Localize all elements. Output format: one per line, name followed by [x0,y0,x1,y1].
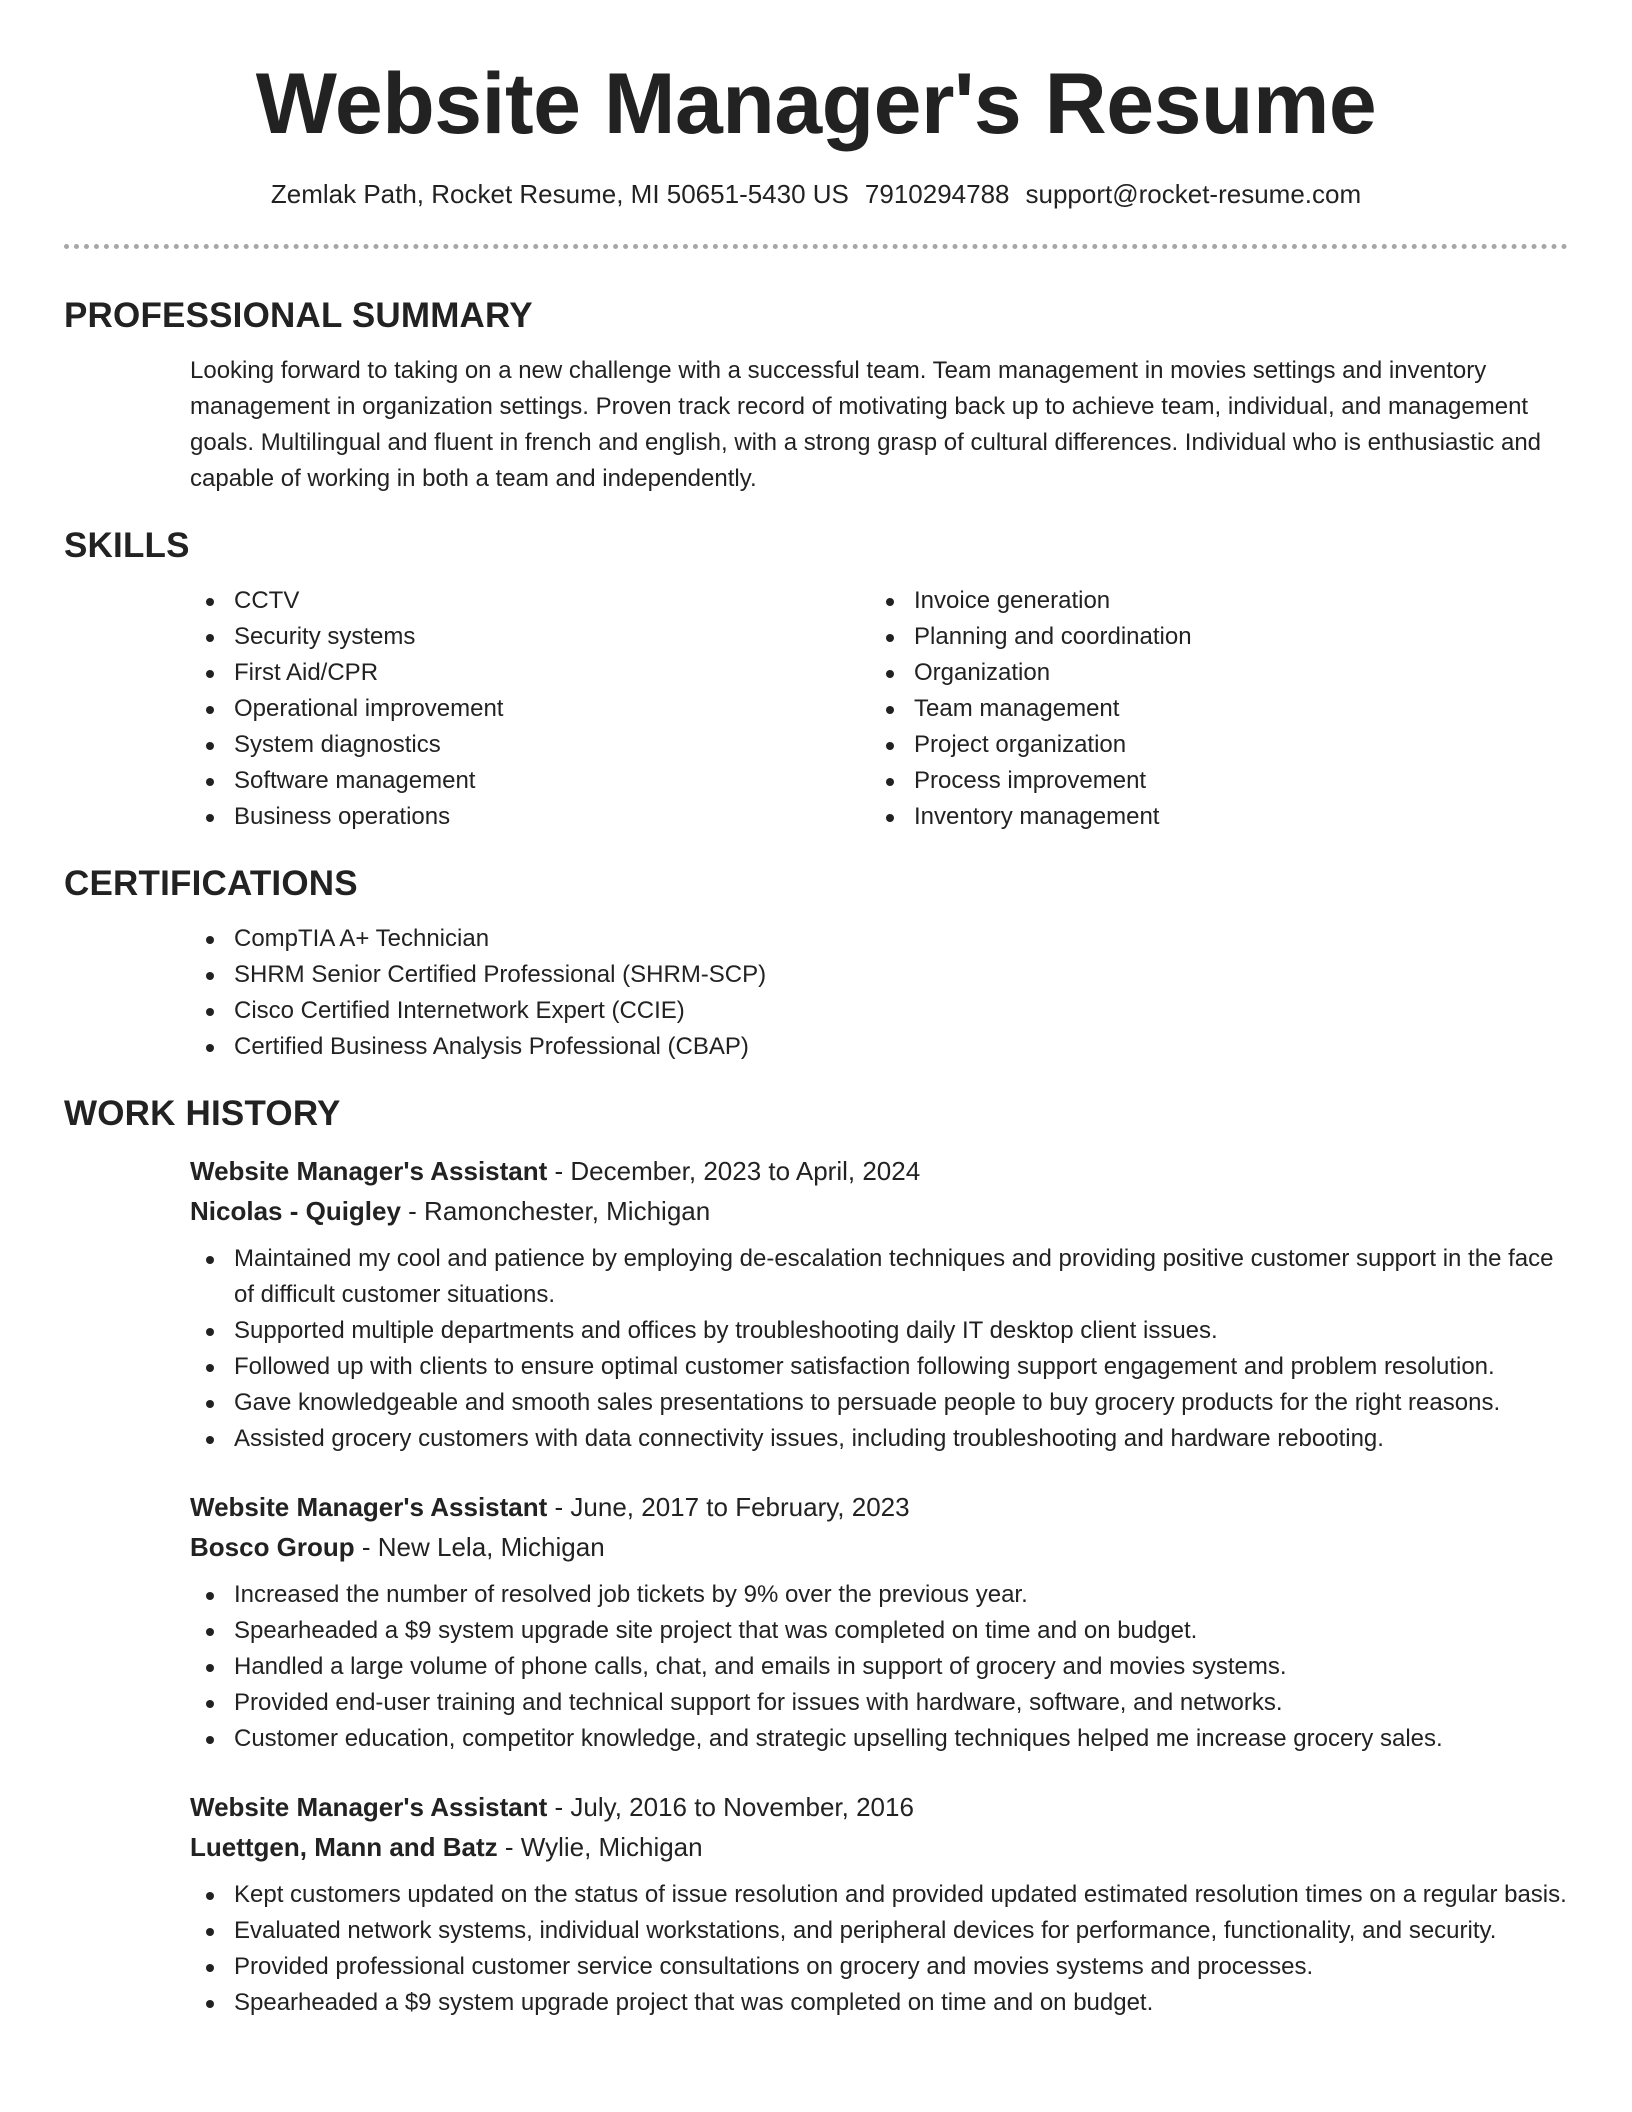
certifications-list [190,921,1568,1065]
job-dates: - December, 2023 to April, 2024 [547,1156,921,1186]
summary-heading: PROFESSIONAL SUMMARY [64,296,533,335]
list-item: Kept customers updated on the status of issue resolution and provided updated estimated resolution times on a regular basis. [190,1877,1568,1913]
list-item: Planning and coordination [870,619,1550,655]
job-entry [190,1151,1568,1457]
list-item: CompTIA A+ Technician [190,921,1568,957]
list-item: Organization [870,655,1550,691]
job-location: - Ramonchester, Michigan [400,1196,711,1226]
list-item: Assisted grocery customers with data connectivity issues, including troubleshooting and hardware rebooting. [190,1421,1568,1457]
job-company: Bosco Group [190,1532,355,1562]
job-location: - Wylie, Michigan [497,1832,703,1862]
job-title-line [190,1787,1568,1827]
list-item: CCTV [190,583,870,619]
certifications-heading: CERTIFICATIONS [64,864,358,903]
job-title: Website Manager's Assistant [190,1492,548,1522]
skills-grid [190,583,1568,835]
list-item: Handled a large volume of phone calls, chat, and emails in support of grocery and movies systems. [190,1649,1568,1685]
job-company: Luettgen, Mann and Batz [190,1832,498,1862]
job-entry [190,1787,1568,2021]
list-item: Operational improvement [190,691,870,727]
list-item: Spearheaded a $9 system upgrade project that was completed on time and on budget. [190,1985,1568,2021]
work-history-section [64,1091,1568,2021]
certifications-section [64,861,1568,1065]
list-item: Followed up with clients to ensure optimal customer satisfaction following support engagement and problem resolution. [190,1349,1568,1385]
resume-title: Website Manager's Resume [255,56,1377,152]
contact-email: support@rocket-resume.com [1025,179,1362,209]
job-bullets [64,1877,1568,2021]
list-item: Evaluated network systems, individual workstations, and peripheral devices for performance, functionality, and security. [190,1913,1568,1949]
job-dates: - July, 2016 to November, 2016 [547,1792,914,1822]
job-company-line [190,1527,1568,1567]
skills-list-left [190,583,870,835]
job-title-line [190,1487,1568,1527]
list-item: Team management [870,691,1550,727]
list-item: Project organization [870,727,1550,763]
list-item: SHRM Senior Certified Professional (SHRM-SCP) [190,957,1568,993]
list-item: Increased the number of resolved job tickets by 9% over the previous year. [190,1577,1568,1613]
contact-address: Zemlak Path, Rocket Resume, MI 50651-5430 US [270,179,849,209]
list-item: Maintained my cool and patience by employing de-escalation techniques and providing positive customer support in the face of difficult customer situations. [190,1241,1568,1313]
list-item: Supported multiple departments and offices by troubleshooting daily IT desktop client issues. [190,1313,1568,1349]
job-bullets [64,1577,1568,1757]
list-item: Security systems [190,619,870,655]
list-item: Software management [190,763,870,799]
list-item: Business operations [190,799,870,835]
list-item: First Aid/CPR [190,655,870,691]
list-item: System diagnostics [190,727,870,763]
contact-info [64,176,1568,212]
list-item: Provided end-user training and technical support for issues with hardware, software, and networks. [190,1685,1568,1721]
list-item: Gave knowledgeable and smooth sales presentations to persuade people to buy grocery products for the right reasons. [190,1385,1568,1421]
header-divider [64,244,1568,249]
job-title: Website Manager's Assistant [190,1156,548,1186]
skills-heading: SKILLS [64,526,190,565]
resume-page [64,0,1568,2021]
list-item: Customer education, competitor knowledge, and strategic upselling techniques helped me increase grocery sales. [190,1721,1568,1757]
work-history-heading: WORK HISTORY [64,1094,341,1133]
list-item: Invoice generation [870,583,1550,619]
job-dates: - June, 2017 to February, 2023 [547,1492,910,1522]
summary-section [64,293,1568,497]
skills-list-right [870,583,1550,835]
job-title-line [190,1151,1568,1191]
job-location: - New Lela, Michigan [354,1532,605,1562]
job-company: Nicolas - Quigley [190,1196,401,1226]
list-item: Cisco Certified Internetwork Expert (CCIE) [190,993,1568,1029]
summary-text: Looking forward to taking on a new challenge with a successful team. Team management in movies settings and inventory management in organization settings. Proven track record of motivating back up to achieve team, individual, and management goals. Multilingual and fluent in french and english, with a strong grasp of cultural differences. Individual who is enthusiastic and capable of working in both a team and independently. [190,357,1542,492]
list-item: Inventory management [870,799,1550,835]
list-item: Spearheaded a $9 system upgrade site project that was completed on time and on budget. [190,1613,1568,1649]
job-title: Website Manager's Assistant [190,1792,548,1822]
job-company-line [190,1191,1568,1231]
skills-section [64,523,1568,835]
list-item: Certified Business Analysis Professional (CBAP) [190,1029,1568,1065]
list-item: Provided professional customer service consultations on grocery and movies systems and processes. [190,1949,1568,1985]
job-company-line [190,1827,1568,1867]
job-entry [190,1487,1568,1757]
job-bullets [64,1241,1568,1457]
contact-phone: 7910294788 [864,179,1010,209]
list-item: Process improvement [870,763,1550,799]
